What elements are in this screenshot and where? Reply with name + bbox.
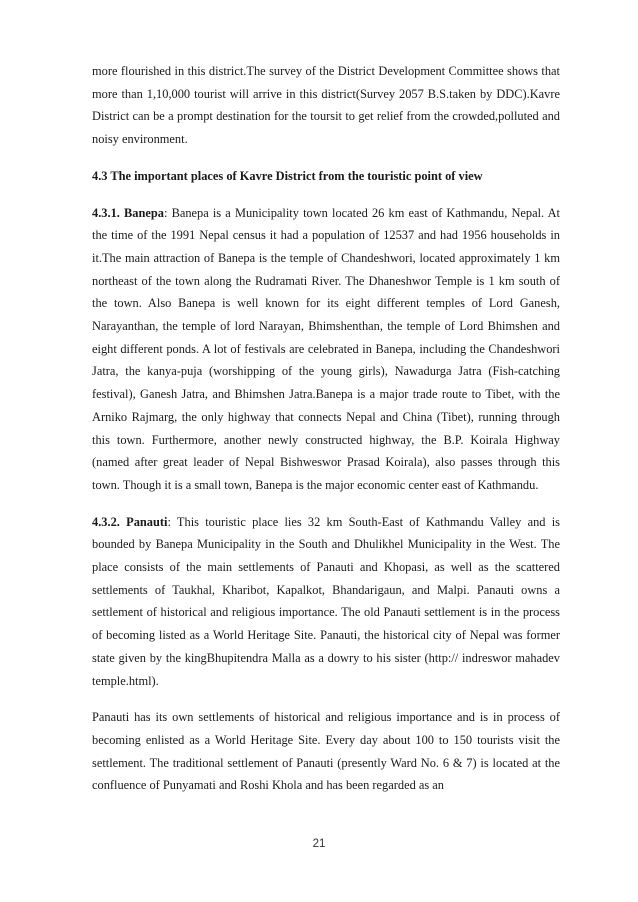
panauti-subheading: 4.3.2. Panauti <box>92 514 168 529</box>
banepa-paragraph <box>92 202 560 497</box>
panauti-paragraph <box>92 511 560 693</box>
banepa-body: : Banepa is a Municipality town located 26 km east of Kathmandu, Nepal. At the time of the 1991 Nepal census it had a population of 12537 and had 1956 households in it.The main attraction of Banepa is the temple of Chandeshwori, located approximately 1 km northeast of the town along the Rudramati River. The Dhaneshwor Temple is 1 km south of the town. Also Banepa is well known for its eight different temples of Lord Ganesh, Narayanthan, the temple of lord Narayan, Bhimshenthan, the temple of Lord Bhimshen and eight different ponds. A lot of festivals are celebrated in Banepa, including the Chandeshwori Jatra, the kanya-puja (worshipping of the young girls), Nawadurga Jatra (Fish-catching festival), Ganesh Jatra, and Bhimshen Jatra.Banepa is a major trade route to Tibet, with the Arniko Rajmarg, the only highway that connects Nepal and China (Tibet), running through this town. Furthermore, another newly constructed highway, the B.P. Koirala Highway (named after great leader of Nepal Bishweswor Prasad Koirala), also passes through this town. Though it is a small town, Banepa is the major economic center east of Kathmandu. <box>92 205 560 492</box>
panauti-paragraph-2: Panauti has its own settlements of historical and religious importance and is in process of becoming enlisted as a World Heritage Site. Every day about 100 to 150 tourists visit the settlement. The traditional settlement of Panauti (presently Ward No. 6 & 7) is located at the confluence of Punyamati and Roshi Khola and has been regarded as an <box>92 710 560 793</box>
banepa-subheading: 4.3.1. Banepa <box>92 205 164 220</box>
page-number: 21 <box>312 838 326 850</box>
intro-paragraph: more flourished in this district.The survey of the District Development Committee shows that more than 1,10,000 tourist will arrive in this district(Survey 2057 B.S.taken by DDC).Kavre District can be a prompt destination for the toursit to get relief from the crowded,polluted and noisy environment. <box>92 64 560 147</box>
section-heading: 4.3 The important places of Kavre District from the touristic point of view <box>92 168 483 183</box>
panauti-body: : This touristic place lies 32 km South-East of Kathmandu Valley and is bounded by Banepa Municipality in the South and Dhulikhel Municipality in the West. The place consists of the main settlements of Panauti and Khopasi, as well as the scattered settlements of Taukhal, Kharibot, Kapalkot, Bhandarigaun, and Malpi. Panauti owns a settlement of historical and religious importance. The old Panauti settlement is in the process of becoming listed as a World Heritage Site. Panauti, the historical city of Nepal was former state given by the kingBhupitendra Malla as a dowry to his sister (http:// indreswor mahadev temple.html). <box>92 514 561 688</box>
page-content <box>92 60 560 811</box>
